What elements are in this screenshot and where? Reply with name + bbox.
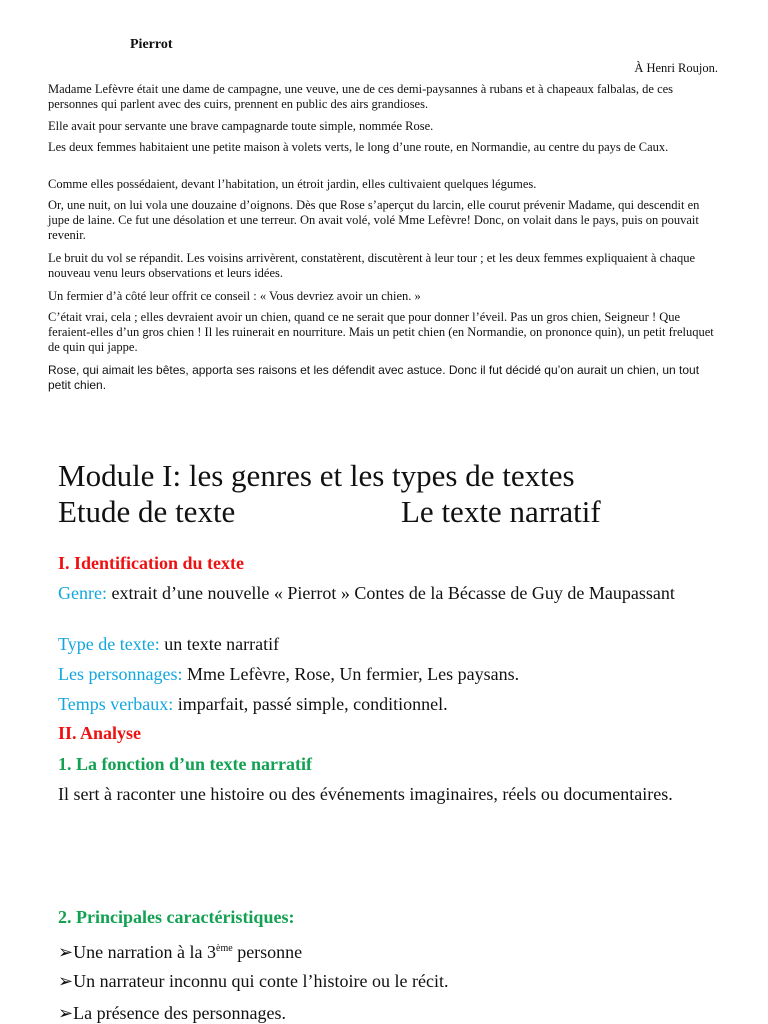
- story-paragraph-4: Comme elles possédaient, devant l’habitation, un étroit jardin, elles cultivaient quelques légumes.: [48, 177, 537, 191]
- type-label: Type de texte:: [58, 634, 160, 654]
- arrow-bullet-icon: ➢: [58, 1003, 74, 1023]
- story-paragraph-3: Les deux femmes habitaient une petite maison à volets verts, le long d’une route, en Normandie, au centre du pays de Caux.: [48, 140, 669, 154]
- bullet-item-3: [58, 1002, 738, 1024]
- bullet-item-2: [58, 970, 738, 992]
- module-title: Module I: les genres et les types de textes: [58, 458, 575, 493]
- characters-value: Mme Lefèvre, Rose, Un fermier, Les paysans.: [182, 664, 520, 684]
- characters-label: Les personnages:: [58, 664, 183, 684]
- bullet-1-text: Une narration à la 3: [73, 942, 217, 962]
- module-heading: [58, 458, 758, 530]
- story-paragraph-7: Un fermier d’à côté leur offrit ce conseil : « Vous devriez avoir un chien. »: [48, 289, 421, 303]
- arrow-bullet-icon: ➢: [58, 971, 74, 991]
- story-paragraph-8: C’était vrai, cela ; elles devraient avoir un chien, quand ce ne serait que pour donner l’éveil. Pas un gros chien, Seigneur ! Que feraient-elles d’un gros chien ! Il les ruinerait en nourriture. Mais un petit chien (en Normandie, on prononce quin), un petit freluquet de quin qui jappe.: [48, 310, 714, 354]
- module-subtitle: [58, 494, 758, 530]
- bullet-1-superscript: ème: [216, 943, 233, 954]
- subsection-function-heading: 1. La fonction d’un texte narratif: [58, 754, 312, 774]
- dedication: À Henri Roujon.: [634, 61, 718, 75]
- tenses-line: [58, 693, 738, 715]
- module-subtitle-right: Le texte narratif: [401, 494, 601, 529]
- story-paragraph-1: Madame Lefèvre était une dame de campagne, une veuve, une de ces demi-paysannes à rubans et à chapeaux falbalas, de ces personnes qui parlent avec des cuirs, prennent en public des airs grandioses.: [48, 82, 674, 111]
- story-title: Pierrot: [130, 37, 173, 52]
- bullet-item-1: [58, 938, 738, 963]
- type-value: un texte narratif: [159, 634, 280, 654]
- section-analysis-heading: II. Analyse: [58, 723, 142, 743]
- function-text: Il sert à raconter une histoire ou des événements imaginaires, réels ou documentaires.: [58, 784, 673, 804]
- bullet-2-text: Un narrateur inconnu qui conte l’histoire ou le récit.: [73, 971, 449, 991]
- arrow-bullet-icon: ➢: [58, 942, 74, 962]
- tenses-value: imparfait, passé simple, conditionnel.: [173, 694, 448, 714]
- story-paragraph-6: Le bruit du vol se répandit. Les voisins arrivèrent, constatèrent, discutèrent à leur tour ; et les deux femmes expliquaient à chaque nouveau venu leurs observations et leurs idées.: [48, 251, 696, 280]
- section-identification-heading: I. Identification du texte: [58, 553, 244, 573]
- tenses-label: Temps verbaux:: [58, 694, 174, 714]
- bullet-3-text: La présence des personnages.: [73, 1003, 286, 1023]
- story-paragraph-2: Elle avait pour servante une brave campagnarde toute simple, nommée Rose.: [48, 119, 434, 133]
- story-paragraph-5: Or, une nuit, on lui vola une douzaine d’oignons. Dès que Rose s’aperçut du larcin, elle courut prévenir Madame, qui descendit en jupe de laine. Ce fut une désolation et une terreur. On avait volé, volé Mme Lefèvre! Donc, on volait dans le pays, puis on pouvait revenir.: [48, 198, 700, 242]
- module-subtitle-left: Etude de texte: [58, 494, 236, 529]
- subsection-characteristics-heading: 2. Principales caractéristiques:: [58, 907, 295, 927]
- genre-line: [58, 582, 738, 604]
- type-line: [58, 633, 738, 655]
- characters-line: [58, 663, 738, 685]
- genre-value: extrait d’une nouvelle « Pierrot » Contes de la Bécasse de Guy de Maupassant: [106, 583, 675, 603]
- genre-label: Genre:: [58, 583, 107, 603]
- story-paragraph-9: Rose, qui aimait les bêtes, apporta ses raisons et les défendit avec astuce. Donc il fut décidé qu’on aurait un chien, un tout petit chien.: [48, 363, 700, 392]
- bullet-1-text-end: personne: [232, 942, 303, 962]
